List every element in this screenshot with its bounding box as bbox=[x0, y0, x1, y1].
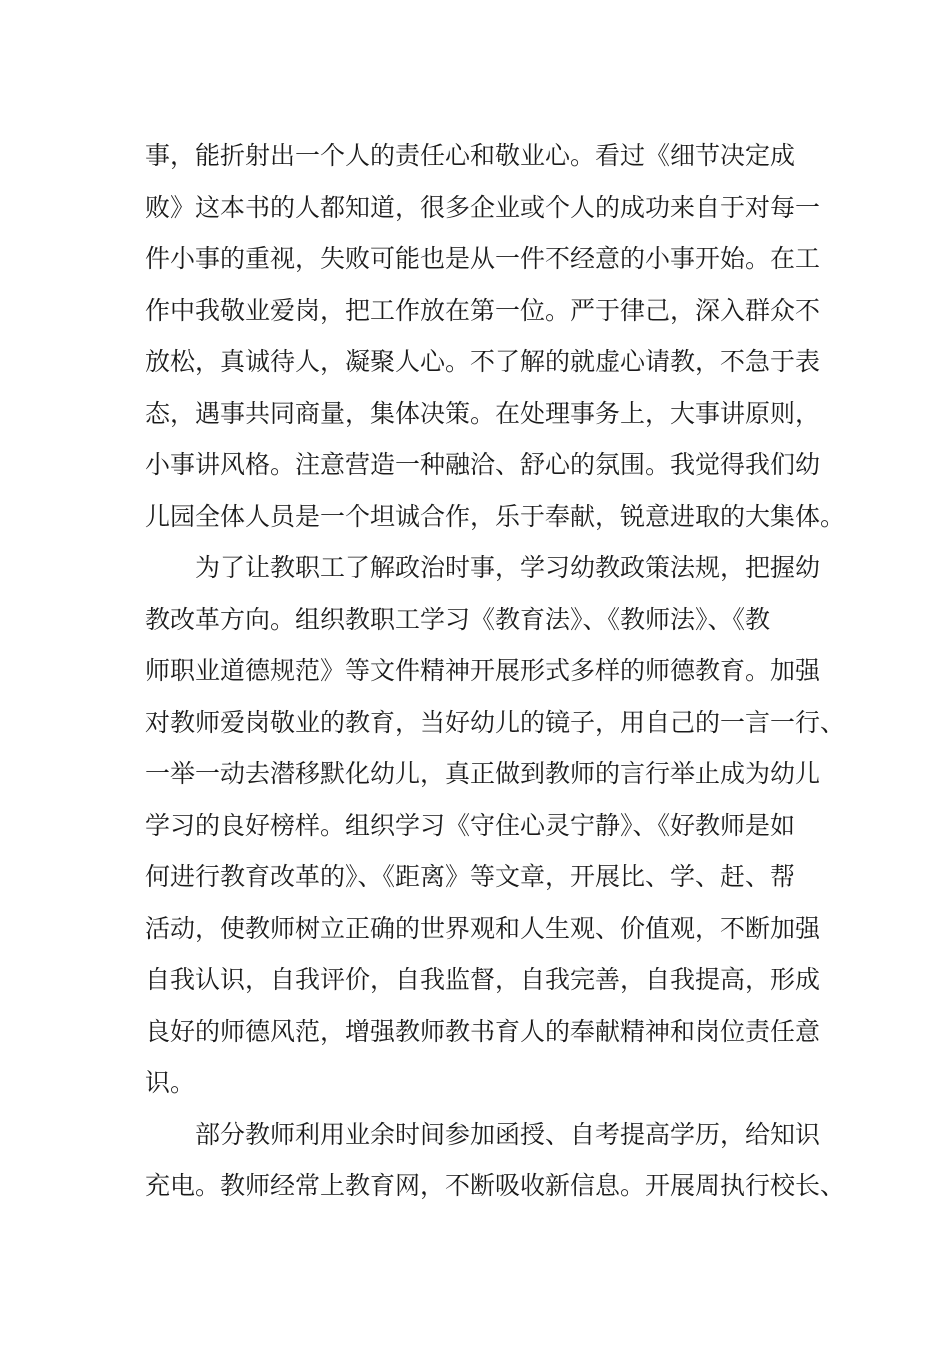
text-line: 为了让教职工了解政治时事，学习幼教政策法规，把握幼 bbox=[195, 553, 821, 582]
text-line: 学习的良好榜样。组织学习《守住心灵宁静》、《好教师是如 bbox=[145, 810, 796, 840]
text-line: 师职业道德规范》等文件精神开展形式多样的师德教育。加强 bbox=[145, 656, 821, 685]
text-line: 事，能折射出一个人的责任心和敬业心。看过《细节决定成 bbox=[145, 141, 796, 170]
text-line: 何进行教育改革的》、《距离》等文章，开展比、学、赶、帮 bbox=[145, 862, 796, 891]
text-line: 充电。教师经常上教育网，不断吸收新信息。开展周执行校长、 bbox=[145, 1171, 846, 1200]
text-line: 作中我敬业爱岗，把工作放在第一位。严于律己，深入群众不 bbox=[145, 295, 821, 325]
text-line: 一举一动去潜移默化幼儿，真正做到教师的言行举止成为幼儿 bbox=[145, 759, 821, 788]
text-line: 态，遇事共同商量，集体决策。在处理事务上，大事讲原则， bbox=[145, 398, 821, 428]
text-line: 教改革方向。组织教职工学习《教育法》、《教师法》、《教 bbox=[145, 604, 771, 634]
text-line: 儿园全体人员是一个坦诚合作，乐于奉献，锐意进取的大集体。 bbox=[145, 501, 846, 531]
text-line: 件小事的重视，失败可能也是从一件不经意的小事开始。在工 bbox=[145, 244, 821, 273]
text-line: 部分教师利用业余时间参加函授、自考提高学历，给知识 bbox=[195, 1119, 821, 1149]
text-line: 对教师爱岗敬业的教育，当好幼儿的镜子，用自己的一言一行、 bbox=[145, 707, 846, 737]
text-line: 识。 bbox=[145, 1068, 196, 1097]
text-line: 败》这本书的人都知道，很多企业或个人的成功来自于对每一 bbox=[145, 192, 821, 222]
text-line: 活动，使教师树立正确的世界观和人生观、价值观，不断加强 bbox=[145, 913, 821, 943]
text-line: 放松，真诚待人，凝聚人心。不了解的就虚心请教，不急于表 bbox=[145, 347, 821, 376]
text-line: 自我认识，自我评价，自我监督，自我完善，自我提高，形成 bbox=[145, 965, 821, 994]
body-text bbox=[145, 130, 846, 1212]
text-line: 良好的师德风范，增强教师教书育人的奉献精神和岗位责任意 bbox=[145, 1016, 821, 1046]
text-line: 小事讲风格。注意营造一种融洽、舒心的氛围。我觉得我们幼 bbox=[145, 450, 821, 479]
